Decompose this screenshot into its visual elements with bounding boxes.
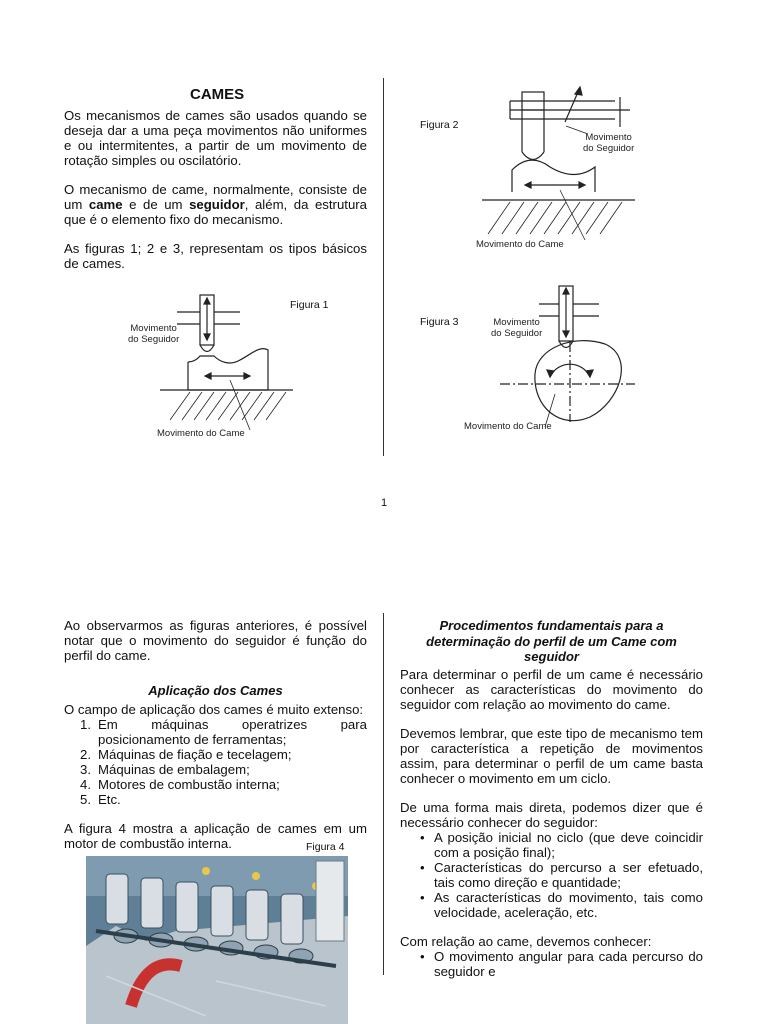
engine-illustration — [86, 856, 348, 1024]
page1-title: CAMES — [190, 86, 245, 103]
applications-intro: O campo de aplicação dos cames é muito extenso: — [64, 701, 364, 717]
procedures-paragraph-2: Devemos lembrar, que este tipo de mecanismo tem por característica a repetição de movimentos assim, para determinar o perfil de um came basta conhecer o movimento em um ciclo. — [400, 725, 703, 786]
procedures-heading: Procedimentos fundamentais para a determinação do perfil de um Came com seguidor — [426, 618, 677, 664]
figure-2-label: Figura 2 — [420, 119, 459, 131]
figure-3-follower-label: Movimento do Seguidor — [491, 317, 543, 339]
list-item: 5. Etc. — [80, 791, 121, 807]
list-item: 2. Máquinas de fiação e tecelagem; — [80, 746, 292, 762]
list-item: 4. Motores de combustão interna; — [80, 776, 280, 792]
page2-right-column — [400, 618, 703, 979]
figure-2-cam-label: Movimento do Came — [476, 239, 564, 250]
figure-3-label: Figura 3 — [420, 316, 459, 328]
follower-requirements-list — [400, 830, 703, 920]
intro-paragraph-2: O mecanismo de came, normalmente, consiste de um came e de um seguidor, além, da estrutura que é o elemento fixo do mecanismo. — [64, 182, 367, 227]
figure-2-diagram — [470, 82, 640, 242]
figure-1-label: Figura 1 — [290, 299, 329, 311]
list-item: • Características do percurso a ser efetuado, tais como direção e quantidade; — [420, 859, 703, 890]
intro-paragraph-3: As figuras 1; 2 e 3, representam os tipos básicos de cames. — [64, 241, 367, 271]
figure-1-follower-label: Movimento do Seguidor — [128, 323, 180, 345]
list-item: • A posição inicial no ciclo (que deve coincidir com a posição final); — [420, 829, 703, 860]
cam-requirements-list — [400, 949, 703, 979]
figure-4-paragraph: A figura 4 mostra a aplicação de cames em um motor de combustão interna. — [64, 820, 367, 851]
figure-4-label: Figura 4 — [306, 841, 345, 853]
applications-list — [64, 717, 367, 807]
column-divider-top — [383, 78, 384, 456]
procedures-paragraph-3: De uma forma mais direta, podemos dizer que é necessário conhecer do seguidor: — [400, 799, 703, 830]
page1-intro — [64, 108, 367, 285]
figure-3-diagram — [495, 282, 645, 432]
list-item: • O movimento angular para cada percurso do seguidor e — [420, 948, 703, 979]
page-number: 1 — [381, 497, 388, 509]
list-item: 3. Máquinas de embalagem; — [80, 761, 250, 777]
intro-paragraph-1: Os mecanismos de cames são usados quando se deseja dar a uma peça movimentos não uniformes e ou intermitentes, a partir de um movimento de rotação simples ou oscilatório. — [64, 108, 367, 168]
figure-2-follower-label: Movimento do Seguidor — [583, 132, 635, 154]
applications-heading: Aplicação dos Cames — [148, 683, 283, 698]
page2-left-column — [64, 618, 367, 865]
column-divider-bottom — [383, 613, 384, 975]
figure-1-cam-label: Movimento do Came — [157, 428, 245, 439]
figure-3-cam-label: Movimento do Came — [464, 421, 552, 432]
observation-paragraph: Ao observarmos as figuras anteriores, é possível notar que o movimento do seguidor é função do perfil do came. — [64, 618, 367, 663]
list-item: • As características do movimento, tais como velocidade, aceleração, etc. — [420, 889, 703, 920]
list-item: 1. Em máquinas operatrizes para posicionamento de ferramentas; — [80, 716, 367, 747]
procedures-paragraph-4: Com relação ao came, devemos conhecer: — [400, 933, 652, 949]
procedures-paragraph-1: Para determinar o perfil de um came é necessário conhecer as características do movimento do seguidor com relação ao movimento do came. — [400, 666, 703, 712]
figure-1-diagram — [150, 290, 300, 440]
